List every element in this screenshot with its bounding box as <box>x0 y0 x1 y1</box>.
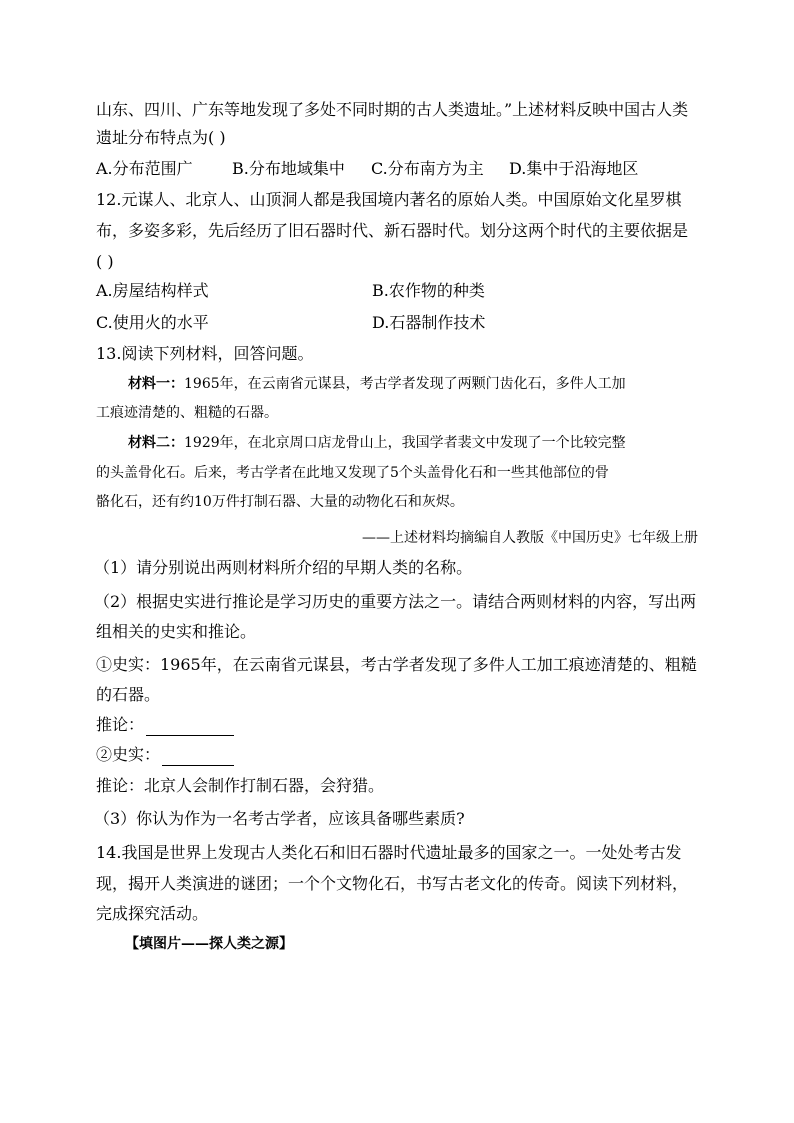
q13-fact-1-line-2: 的石器。 <box>96 685 161 704</box>
q13-inference-1-label: 推论： <box>96 715 145 734</box>
inference-1-blank <box>146 719 234 736</box>
q13-material-2-text-1: 1929年，在北京周口店龙骨山上，我国学者裴文中发现了一个比较完整 <box>184 435 626 451</box>
q13-material-1-label: 材料一： <box>128 376 184 392</box>
q12-option-c: C.使用火的水平 <box>96 313 209 332</box>
q13-material-1-line-1 <box>128 374 626 394</box>
q12-stem-line-1: 12.元谋人、北京人、山顶洞人都是我国境内著名的原始人类。中国原始文化星罗棋 <box>96 190 682 209</box>
q14-stem-line-3: 完成探究活动。 <box>96 904 209 923</box>
q13-subquestion-2-line-2: 组相关的史实和推论。 <box>96 622 257 641</box>
q12-option-b: B.农作物的种类 <box>372 281 485 300</box>
q13-inference-2: 推论：北京人会制作打制石器，会狩猎。 <box>96 776 385 795</box>
q12-stem-line-2: 布，多姿多彩，先后经历了旧石器时代、新石器时代。划分这两个时代的主要依据是 <box>96 221 689 240</box>
q13-subquestion-2-line-1: （2）根据史实进行推论是学习历史的重要方法之一。请结合两则材料的内容，写出两 <box>94 592 697 611</box>
q13-stem: 13.阅读下列材料，回答问题。 <box>96 344 314 363</box>
q12-option-a: A.房屋结构样式 <box>96 281 209 300</box>
q14-stem-line-2: 现，揭开人类演进的谜团；一个个文物化石，书写古老文化的传奇。阅读下列材料， <box>96 874 689 893</box>
q13-source-citation: ——上述材料均摘编自人教版《中国历史》七年级上册 <box>362 530 698 546</box>
q11-option-d: D.集中于沿海地区 <box>509 159 639 178</box>
q14-stem-line-1: 14.我国是世界上发现古人类化石和旧石器时代遗址最多的国家之一。一处处考古发 <box>96 843 682 862</box>
q13-material-1-line-2: 工痕迹清楚的、粗糙的石器。 <box>96 405 278 421</box>
q12-option-d: D.石器制作技术 <box>372 313 486 332</box>
q13-subquestion-1: （1）请分别说出两则材料所介绍的早期人类的名称。 <box>94 558 473 577</box>
q13-material-2-label: 材料二： <box>128 435 184 451</box>
q12-answer-bracket: ( ) <box>96 252 114 271</box>
q13-fact-2-label: ②史实： <box>96 745 161 764</box>
q11-text-line-1: 山东、四川、广东等地发现了多处不同时期的古人类遗址。”上述材料反映中国古人类 <box>96 100 689 119</box>
q11-text-line-2: 遗址分布特点为( ) <box>96 128 226 147</box>
q13-material-2-line-2: 的头盖骨化石。后来，考古学者在此地又发现了5个头盖骨化石和一些其他部位的骨 <box>96 465 609 481</box>
q11-option-a: A.分布范围广 <box>96 159 193 178</box>
fact-2-blank <box>162 749 234 766</box>
q13-fact-2 <box>96 744 234 766</box>
q11-option-c: C.分布南方为主 <box>371 159 484 178</box>
q13-material-1-text-1: 1965年，在云南省元谋县，考古学者发现了两颗门齿化石，多件人工加 <box>184 376 626 392</box>
q13-inference-1 <box>96 714 234 736</box>
q13-fact-1-line-1: ①史实：1965年，在云南省元谋县，考古学者发现了多件人工加工痕迹清楚的、粗糙 <box>96 655 697 674</box>
q13-subquestion-3: （3）你认为作为一名考古学者，应该具备哪些素质? <box>94 809 465 828</box>
q13-material-2-line-3: 骼化石，还有约10万件打制石器、大量的动物化石和灰烬。 <box>96 494 464 510</box>
q14-activity-heading: 【填图片——探人类之源】 <box>125 936 293 952</box>
q11-option-b: B.分布地域集中 <box>232 159 345 178</box>
q13-material-2-line-1 <box>128 433 626 453</box>
